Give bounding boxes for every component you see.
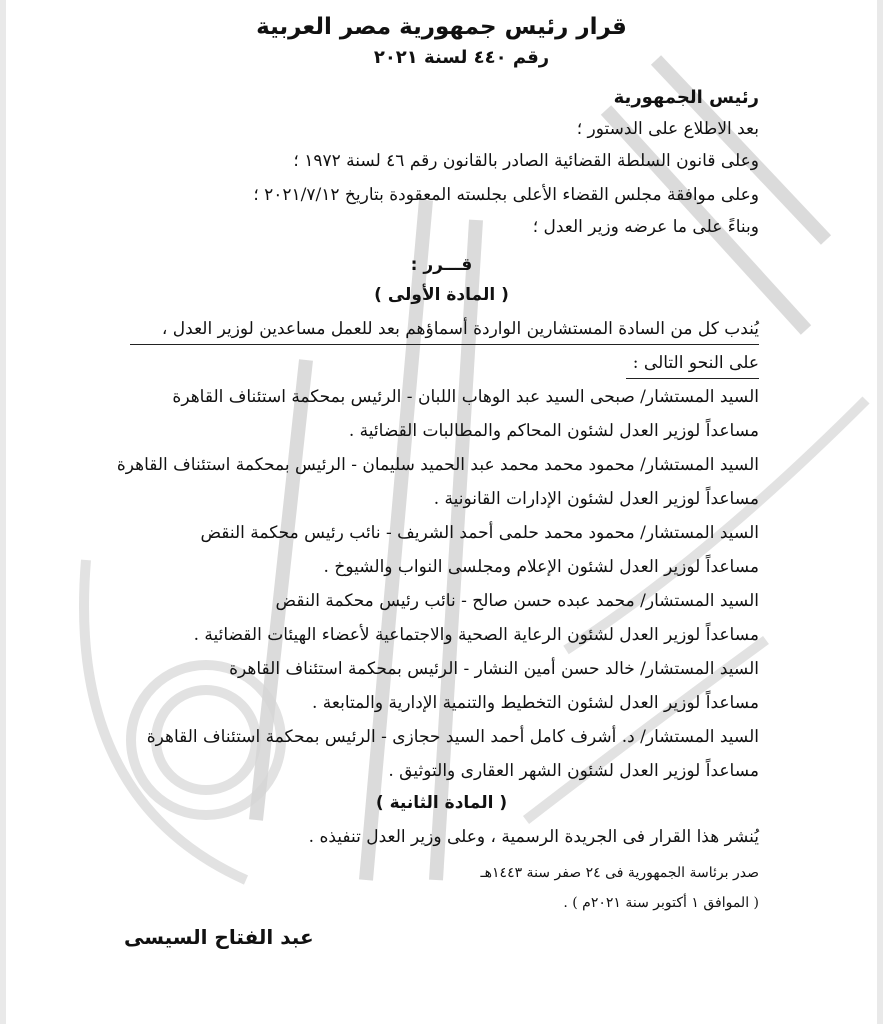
entry-line: السيد المستشار/ د. أشرف كامل أحمد السيد حجازى - الرئيس بمحكمة استئناف القاهرة [146, 727, 759, 747]
preamble-line: وبناءً على ما عرضه وزير العدل ؛ [532, 217, 759, 237]
preamble-line: بعد الاطلاع على الدستور ؛ [576, 119, 759, 139]
decision-label: قـــرر : [410, 255, 473, 275]
article2-text: يُنشر هذا القرار فى الجريدة الرسمية ، وعلى وزير العدل تنفيذه . [308, 827, 759, 847]
president-signature: عبد الفتاح السيسى [124, 925, 314, 949]
issued-date: صدر برئاسة الجمهورية فى ٢٤ صفر سنة ١٤٤٣هـ [480, 865, 759, 881]
issued-gregorian-date: ( الموافق ١ أكتوبر سنة ٢٠٢١م ) . [563, 895, 759, 911]
article1-intro: يُندب كل من السادة المستشارين الواردة أسماؤهم بعد للعمل مساعدين لوزير العدل ، [161, 319, 759, 339]
underline-rule [130, 344, 759, 345]
entry-line: مساعداً لوزير العدل لشئون الإدارات القانونية . [433, 489, 759, 509]
article1-intro-cont: على النحو التالى : [632, 353, 759, 373]
entry-line: مساعداً لوزير العدل لشئون المحاكم والمطالبات القضائية . [348, 421, 759, 441]
decree-document [6, 0, 877, 1024]
entry-line: السيد المستشار/ محمود محمد محمد عبد الحميد سليمان - الرئيس بمحكمة استئناف القاهرة [116, 455, 759, 475]
underline-rule [626, 378, 759, 379]
entry-line: مساعداً لوزير العدل لشئون الشهر العقارى والتوثيق . [388, 761, 759, 781]
entry-line: السيد المستشار/ صبحى السيد عبد الوهاب اللبان - الرئيس بمحكمة استئناف القاهرة [172, 387, 759, 407]
entry-line: السيد المستشار/ خالد حسن أمين النشار - الرئيس بمحكمة استئناف القاهرة [229, 659, 759, 679]
document-page [6, 0, 877, 1024]
entry-line: مساعداً لوزير العدل لشئون الرعاية الصحية والاجتماعية لأعضاء الهيئات القضائية . [193, 625, 759, 645]
article2-heading: ( المادة الثانية ) [375, 793, 508, 813]
preamble-line: وعلى قانون السلطة القضائية الصادر بالقانون رقم ٤٦ لسنة ١٩٧٢ ؛ [293, 151, 759, 171]
entry-line: السيد المستشار/ محمود محمد حلمى أحمد الشريف - نائب رئيس محكمة النقض [200, 523, 759, 543]
entry-line: مساعداً لوزير العدل لشئون التخطيط والتنمية الإدارية والمتابعة . [311, 693, 759, 713]
preamble-line: وعلى موافقة مجلس القضاء الأعلى بجلسته المعقودة بتاريخ ٢٠٢١/٧/١٢ ؛ [253, 185, 759, 205]
decree-number: رقم ٤٤٠ لسنة ٢٠٢١ [373, 47, 550, 68]
decree-title: قرار رئيس جمهورية مصر العربية [256, 14, 627, 40]
entry-line: السيد المستشار/ محمد عبده حسن صالح - نائب رئيس محكمة النقض [275, 591, 759, 611]
president-label: رئيس الجمهورية [613, 87, 759, 108]
article1-heading: ( المادة الأولى ) [374, 285, 509, 305]
entry-line: مساعداً لوزير العدل لشئون الإعلام ومجلسى النواب والشيوخ . [323, 557, 759, 577]
